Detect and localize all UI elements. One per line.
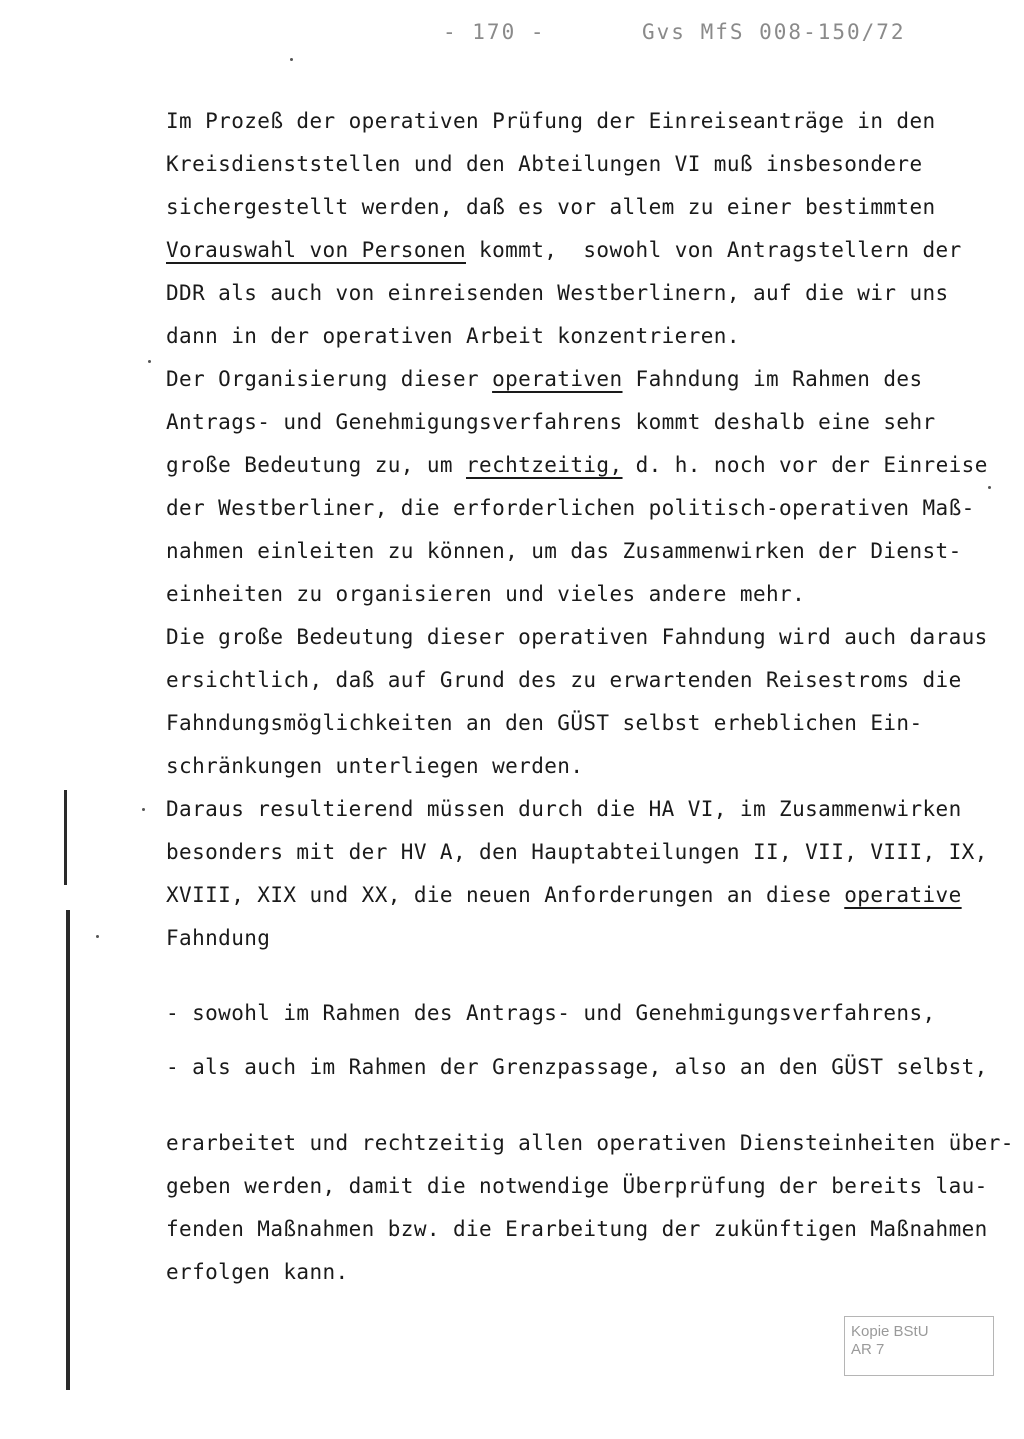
text-segment: erfolgen kann. — [166, 1260, 349, 1284]
text-segment: Kreisdienststellen und den Abteilungen VI muß insbesondere — [166, 152, 923, 176]
text-line — [166, 100, 962, 143]
text-segment: DDR als auch von einreisenden Westberlinern, auf die wir uns — [166, 281, 949, 305]
text-segment: geben werden, damit die notwendige Überprüfung der bereits lau- — [166, 1174, 988, 1198]
text-line — [166, 874, 988, 917]
text-line — [166, 315, 962, 358]
text-segment: Im Prozeß der operativen Prüfung der Einreiseanträge in den — [166, 109, 936, 133]
stamp-line-1: Kopie BStU — [851, 1323, 929, 1340]
text-segment: - sowohl im Rahmen des Antrags- und Genehmigungsverfahrens, — [166, 1001, 936, 1025]
text-line — [166, 659, 988, 702]
text-segment: kommt, sowohl von Antragstellern der — [466, 238, 962, 262]
text-line — [166, 1251, 1014, 1294]
text-segment: erarbeitet und rechtzeitig allen operativen Diensteinheiten über- — [166, 1131, 1014, 1155]
text-segment: große Bedeutung zu, um — [166, 453, 466, 477]
text-line — [166, 573, 988, 616]
scan-speck — [96, 935, 99, 938]
text-line — [166, 186, 962, 229]
text-line — [166, 401, 988, 444]
text-segment: dann in der operativen Arbeit konzentrieren. — [166, 324, 740, 348]
text-line — [166, 143, 962, 186]
paragraph-p2 — [166, 358, 988, 616]
underlined-text: operative — [844, 883, 962, 907]
margin-mark — [64, 790, 67, 885]
text-segment: besonders mit der HV A, den Hauptabteilungen II, VII, VIII, IX, — [166, 840, 988, 864]
text-line — [166, 1165, 1014, 1208]
text-segment: Fahndung — [166, 926, 271, 950]
underlined-text: Vorauswahl von Personen — [166, 238, 466, 262]
stamp-line-2: AR 7 — [851, 1341, 885, 1358]
archive-stamp — [844, 1316, 994, 1376]
text-segment: d. h. noch vor der Einreise — [622, 453, 988, 477]
text-line — [166, 616, 988, 659]
text-line — [166, 702, 988, 745]
text-segment: fenden Maßnahmen bzw. die Erarbeitung der zukünftigen Maßnahmen — [166, 1217, 988, 1241]
archive-reference: Gvs MfS 008-150/72 — [642, 20, 906, 44]
paragraph-p3 — [166, 616, 988, 788]
text-segment: Der Organisierung dieser — [166, 367, 493, 391]
scan-speck — [290, 58, 293, 61]
text-segment: Die große Bedeutung dieser operativen Fahndung wird auch daraus — [166, 625, 988, 649]
text-line — [166, 444, 988, 487]
text-line — [166, 1122, 1014, 1165]
margin-mark — [66, 910, 70, 1390]
scan-speck — [988, 486, 991, 489]
underlined-text: rechtzeitig, — [466, 453, 623, 477]
text-segment: nahmen einleiten zu können, um das Zusammenwirken der Dienst- — [166, 539, 962, 563]
scan-speck — [142, 808, 145, 811]
text-segment: sichergestellt werden, daß es vor allem zu einer bestimmten — [166, 195, 936, 219]
list-item-1 — [166, 992, 936, 1035]
text-segment: Fahndungsmöglichkeiten an den GÜST selbst erheblichen Ein- — [166, 711, 923, 735]
text-segment: Daraus resultierend müssen durch die HA VI, im Zusammenwirken — [166, 797, 962, 821]
text-line — [166, 530, 988, 573]
text-segment: - als auch im Rahmen der Grenzpassage, also an den GÜST selbst, — [166, 1055, 988, 1079]
text-line — [166, 1046, 988, 1089]
text-line — [166, 917, 988, 960]
text-segment: schränkungen unterliegen werden. — [166, 754, 584, 778]
text-line — [166, 358, 988, 401]
text-line — [166, 487, 988, 530]
text-line — [166, 745, 988, 788]
underlined-text: operativen — [492, 367, 623, 391]
text-line — [166, 788, 988, 831]
text-line — [166, 229, 962, 272]
text-segment: Fahndung im Rahmen des — [622, 367, 923, 391]
page-number: - 170 - — [443, 20, 546, 44]
text-segment: der Westberliner, die erforderlichen politisch-operativen Maß- — [166, 496, 975, 520]
text-line — [166, 992, 936, 1035]
scan-speck — [148, 360, 151, 363]
text-line — [166, 272, 962, 315]
paragraph-p5 — [166, 1122, 1014, 1294]
list-item-2 — [166, 1046, 988, 1089]
text-line — [166, 1208, 1014, 1251]
text-segment: ersichtlich, daß auf Grund des zu erwartenden Reisestroms die — [166, 668, 962, 692]
text-segment: XVIII, XIX und XX, die neuen Anforderungen an diese — [166, 883, 845, 907]
paragraph-p4 — [166, 788, 988, 960]
page-header — [0, 20, 1024, 50]
paragraph-p1 — [166, 100, 962, 358]
text-segment: Antrags- und Genehmigungsverfahrens kommt deshalb eine sehr — [166, 410, 936, 434]
text-segment: einheiten zu organisieren und vieles andere mehr. — [166, 582, 806, 606]
text-line — [166, 831, 988, 874]
